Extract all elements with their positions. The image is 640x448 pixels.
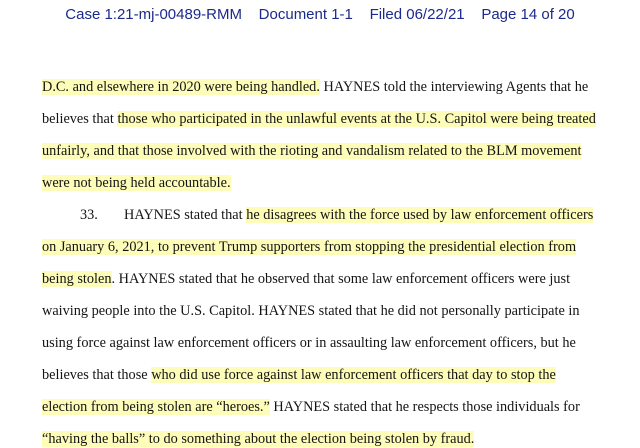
text-line xyxy=(42,430,474,448)
page-number: Page 14 of 20 xyxy=(481,6,575,23)
text-line xyxy=(42,206,593,224)
body-text: . HAYNES stated that he observed that some law enforcement officers were just xyxy=(111,271,571,287)
body-text: believes that xyxy=(42,111,118,127)
body-text: waiving people into the U.S. Capitol. HAYNES stated that he did not personally participate in xyxy=(42,303,580,319)
highlighted-text: those who participated in the unlawful events at the U.S. Capitol were being treated xyxy=(117,111,596,127)
body-text: believes that those xyxy=(42,367,152,383)
court-filing-header xyxy=(0,6,640,23)
body-text: HAYNES stated that he respects those individuals for xyxy=(269,399,580,415)
paragraph-number: 33. xyxy=(80,207,98,223)
body-text: HAYNES stated that xyxy=(124,207,247,223)
text-line xyxy=(42,302,580,320)
text-line xyxy=(42,398,580,416)
highlighted-text: he disagrees with the force used by law enforcement officers xyxy=(246,207,594,223)
highlighted-text: D.C. and elsewhere in 2020 were being handled. xyxy=(42,79,320,95)
text-line xyxy=(42,334,576,352)
document-number: Document 1-1 xyxy=(258,6,353,23)
highlighted-text: on January 6, 2021, to prevent Trump supporters from stopping the presidential election from xyxy=(42,239,577,255)
text-line xyxy=(42,110,596,128)
highlighted-text: unfairly, and that those involved with the rioting and vandalism related to the BLM movement xyxy=(42,143,582,159)
filed-date: Filed 06/22/21 xyxy=(369,6,465,23)
text-line xyxy=(42,238,576,256)
body-text: HAYNES told the interviewing Agents that he xyxy=(319,79,589,95)
highlighted-text: “having the balls” to do something about the election being stolen by fraud. xyxy=(42,431,475,447)
text-line xyxy=(42,142,581,160)
text-line xyxy=(42,78,588,96)
highlighted-text: being stolen xyxy=(42,271,112,287)
highlighted-text: were not being held accountable. xyxy=(42,175,231,191)
highlighted-text: who did use force against law enforcement officers that day to stop the xyxy=(151,367,556,383)
case-number: Case 1:21-mj-00489-RMM xyxy=(65,6,242,23)
text-line xyxy=(42,174,231,192)
highlighted-text: election from being stolen are “heroes.” xyxy=(42,399,270,415)
text-line xyxy=(42,366,556,384)
text-line xyxy=(42,270,570,288)
body-text: using force against law enforcement officers or in assaulting law enforcement officers, but he xyxy=(42,335,576,351)
